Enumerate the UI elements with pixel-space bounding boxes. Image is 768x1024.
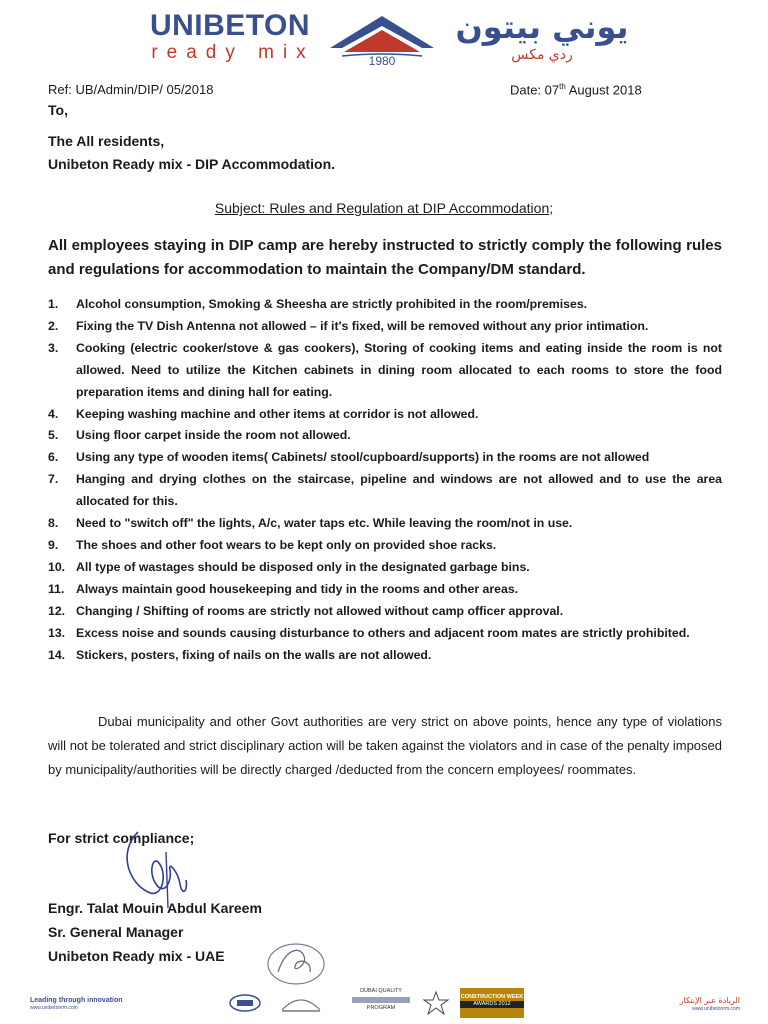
rule-item: 4. Keeping washing machine and other items at corridor is not allowed. bbox=[48, 406, 479, 421]
rule-item: 5. Using floor carpet inside the room not allowed. bbox=[48, 428, 351, 443]
rule-item: 6. Using any type of wooden items( Cabinets/ stool/cupboard/supports) in the rooms are not allowed bbox=[48, 450, 650, 465]
signatory-name: Engr. Talat Mouin Abdul Kareem bbox=[48, 900, 262, 916]
subject-line: Subject: Rules and Regulation at DIP Accommodation; bbox=[214, 200, 554, 216]
recipient-line-2: Unibeton Ready mix - DIP Accommodation. bbox=[48, 156, 336, 172]
dubai-quality-badge: DUBAI QUALITY PROGRAM bbox=[348, 988, 414, 1018]
footer-arabic-motto: الريادة عبر الإبتكار bbox=[679, 996, 740, 1005]
construction-week-badge: CONSTRUCTION WEEK AWARDS 2012 bbox=[460, 988, 524, 1018]
rules-list bbox=[48, 294, 722, 666]
reference-number: Ref: UB/Admin/DIP/ 05/2018 bbox=[48, 82, 214, 97]
recipient-line-1: The All residents, bbox=[48, 133, 165, 149]
award-logo-icon bbox=[228, 992, 262, 1014]
rule-item: 11. Always maintain good housekeeping and tidy in the rooms and other areas. bbox=[48, 581, 519, 596]
compliance-line: For strict compliance; bbox=[48, 830, 195, 846]
closing-paragraph: Dubai municipality and other Govt authorities are very strict on above points, hence any type of violations will not be tolerated and strict disciplinary action will be taken against the violators and in case of the penalty imposed by municipality/authorities will be directly charged /deducted from the concern employees/ roommates. bbox=[48, 714, 722, 777]
star-award-logo-icon bbox=[420, 990, 452, 1016]
rule-item: 14. Stickers, posters, fixing of nails on the walls are not allowed. bbox=[48, 647, 432, 662]
excellence-award-logo-icon bbox=[278, 992, 324, 1014]
brand-tagline: ready mix bbox=[151, 42, 315, 63]
rule-item: 8. Need to "switch off" the lights, A/c, water taps etc. While leaving the room/not in use. bbox=[48, 516, 573, 531]
footer-website-right: www.unibetonrm.com bbox=[692, 1006, 740, 1012]
footer-motto: Leading through innovation bbox=[30, 997, 123, 1004]
founding-year: 1980 bbox=[368, 54, 396, 68]
rule-item: 9. The shoes and other foot wears to be kept only on provided shoe racks. bbox=[48, 537, 497, 552]
letter-date: Date: 07th August 2018 bbox=[510, 82, 642, 98]
rule-item: 10. All type of wastages should be disposed only in the designated garbage bins. bbox=[48, 559, 530, 574]
signatory-title: Sr. General Manager bbox=[48, 924, 184, 940]
rule-item: 12. Changing / Shifting of rooms are strictly not allowed without camp officer approval. bbox=[48, 603, 564, 618]
company-logo-english bbox=[140, 10, 320, 64]
footer-right bbox=[610, 996, 740, 1013]
award-badges bbox=[228, 988, 528, 1018]
intro-paragraph: All employees staying in DIP camp are hereby instructed to strictly comply the following rules and regulations for accommodation to maintain the Company/DM standard. bbox=[48, 237, 722, 278]
rule-item: 2. Fixing the TV Dish Antenna not allowed – if it's fixed, will be removed without any prior intimation. bbox=[48, 318, 649, 333]
signatory-company: Unibeton Ready mix - UAE bbox=[48, 948, 225, 964]
brand-name: UNIBETON bbox=[149, 9, 311, 42]
footer-website: www.unibetonrm.com bbox=[30, 1005, 78, 1011]
initials-stamp-icon bbox=[260, 938, 330, 990]
rule-item: 7. Hanging and drying clothes on the staircase, pipeline and windows are not allowed and to use the area allocated for this. bbox=[48, 472, 722, 509]
recipient-address bbox=[48, 130, 335, 176]
signatory-block bbox=[48, 896, 262, 968]
company-logo-arabic bbox=[442, 8, 642, 64]
brand-name-arabic: يوني بيتون bbox=[455, 8, 629, 46]
salutation-to: To, bbox=[48, 102, 68, 118]
rule-item: 1. Alcohol consumption, Smoking & Sheesha are strictly prohibited in the room/premises. bbox=[48, 297, 588, 311]
rule-item: 13. Excess noise and sounds causing disturbance to others and adjacent room mates are strictly prohibited. bbox=[48, 625, 690, 640]
footer-left bbox=[30, 996, 180, 1012]
brand-tagline-arabic: ردي مكس bbox=[511, 47, 573, 63]
rule-item: 3. Cooking (electric cooker/stove & gas cookers), Storing of cooking items and eating inside the room is not allowed. Need to utilize the Kitchen cabinets in dining room allocated to each rooms to store the food preparation items and dining hall for eating. bbox=[48, 340, 722, 399]
